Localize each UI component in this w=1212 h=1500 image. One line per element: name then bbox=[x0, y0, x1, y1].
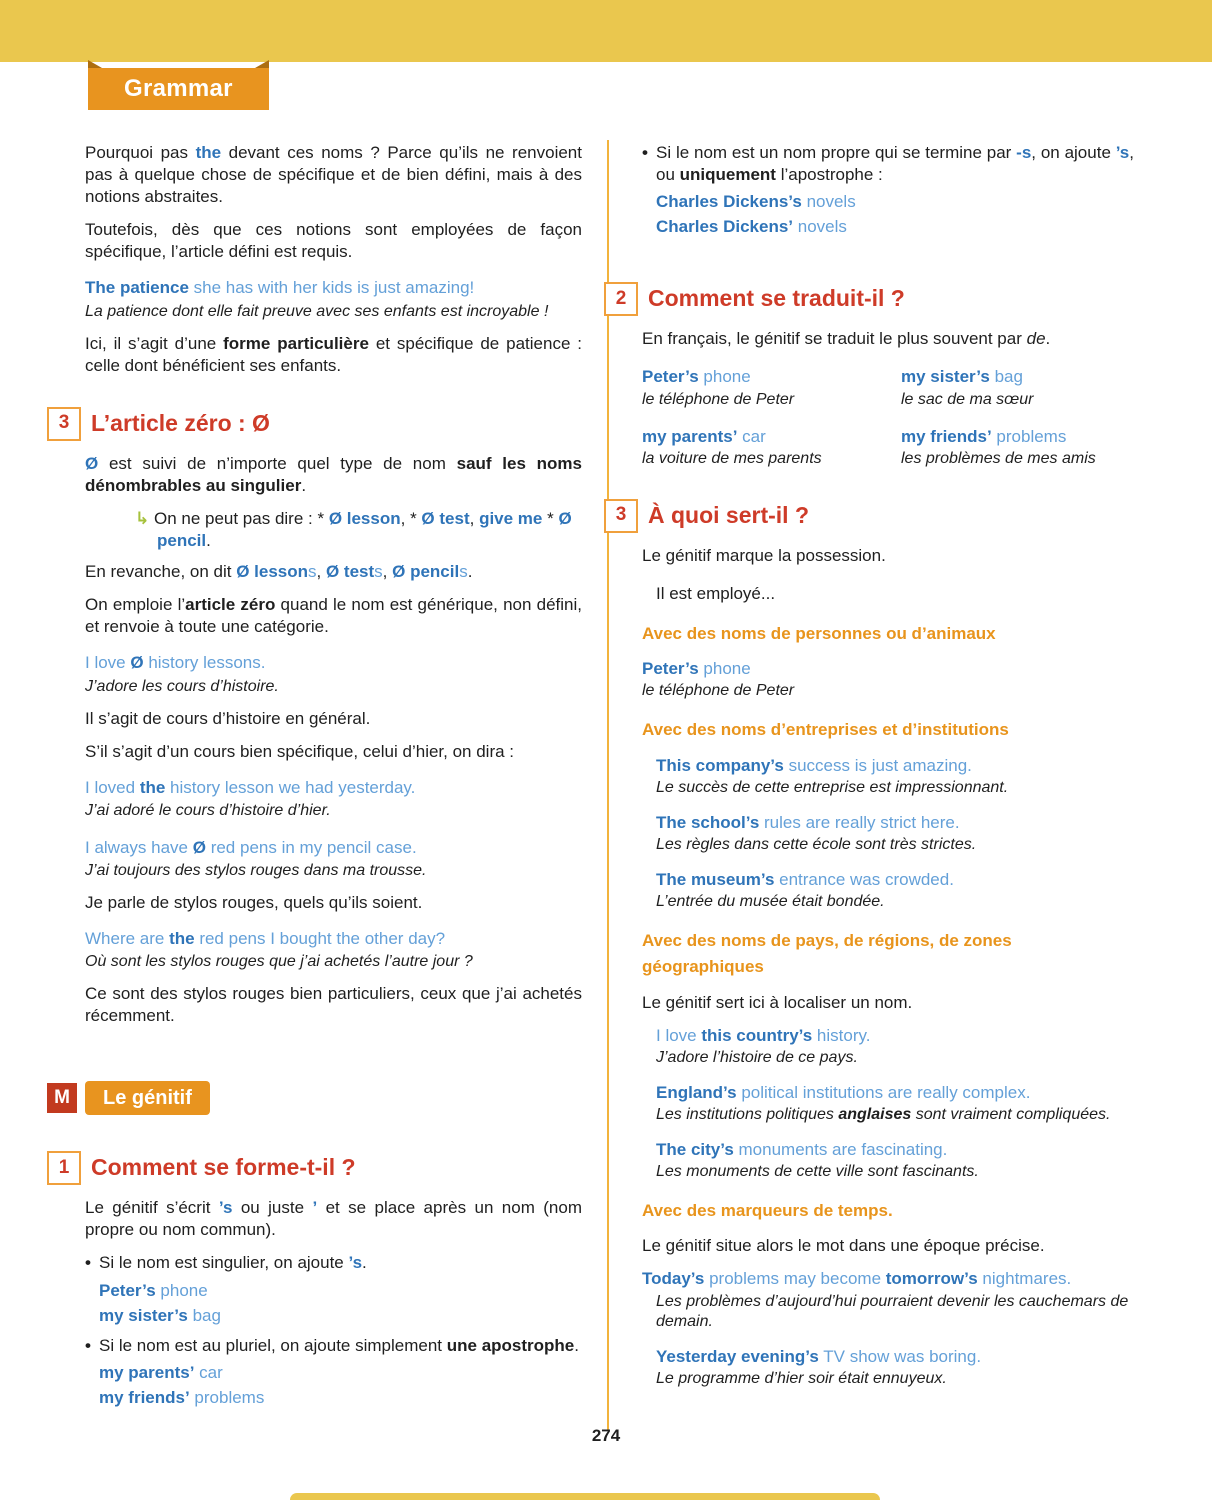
text-segment: Il s’agit de cours d’histoire en général. bbox=[85, 708, 371, 728]
text-segment: s bbox=[459, 562, 468, 582]
text-segment: my sister’s bbox=[901, 367, 990, 387]
grid-cell-my-sisters-bag bbox=[901, 366, 1134, 409]
example-my-friends-problems bbox=[85, 1387, 582, 1409]
text-segment: . bbox=[362, 1253, 367, 1273]
example-french: Le programme d’hier soir était ennuyeux. bbox=[656, 1369, 947, 1387]
text-segment: my parents’ bbox=[99, 1362, 195, 1382]
text-segment: history. bbox=[812, 1025, 871, 1045]
grid-example-english bbox=[901, 426, 1134, 448]
example-dickens-s-novels bbox=[642, 191, 1134, 213]
section-title: À quoi sert-il ? bbox=[648, 501, 809, 528]
example-block-city bbox=[642, 1139, 1134, 1182]
example-french: Le succès de cette entreprise est impressionnant. bbox=[656, 778, 1009, 796]
usage-heading-pays-regions: Avec des noms de pays, de régions, de zones géographiques bbox=[642, 930, 1012, 977]
para-forme-particuliere bbox=[85, 333, 582, 377]
text-segment: -s bbox=[1016, 143, 1032, 162]
text-segment: devant ces noms ? Parce qu’ils ne renvoient pas à quelque chose de spécifique et de bien défini, mais à des notions abstraites. bbox=[85, 143, 582, 207]
text-segment: history lesson we had yesterday. bbox=[165, 777, 416, 797]
text-segment: nightmares. bbox=[977, 1269, 1072, 1289]
para-stylos-rouges bbox=[85, 892, 582, 914]
text-segment: my parents’ bbox=[642, 426, 738, 446]
text-segment: Peter’s bbox=[99, 1280, 156, 1300]
text-segment: Charles Dickens’s bbox=[656, 192, 802, 212]
column-divider bbox=[607, 140, 609, 1430]
example-english bbox=[642, 1268, 1134, 1290]
text-segment: car bbox=[194, 1362, 223, 1382]
text-segment: Le génitif s’écrit bbox=[85, 1198, 219, 1218]
next-page-edge bbox=[290, 1493, 880, 1500]
bullet-icon: • bbox=[85, 1253, 91, 1273]
bullet-nom-pluriel bbox=[85, 1335, 582, 1357]
para-cours-specifique bbox=[85, 741, 582, 763]
text-segment: . bbox=[1045, 329, 1051, 349]
text-segment: . bbox=[467, 562, 473, 582]
example-red-pens bbox=[85, 837, 582, 859]
example-my-parents-car bbox=[85, 1362, 582, 1384]
text-segment: anglaises bbox=[838, 1105, 912, 1123]
section-comment-se-traduit bbox=[604, 282, 1134, 316]
example-the-patience bbox=[85, 277, 582, 299]
text-segment: bag bbox=[989, 367, 1023, 387]
text-segment: , ou bbox=[656, 143, 1134, 185]
text-segment: I love bbox=[656, 1025, 702, 1045]
para-epoque-precise bbox=[642, 1235, 1134, 1257]
example-my-sisters-bag bbox=[85, 1305, 582, 1327]
example-french: Les règles dans cette école sont très strictes. bbox=[656, 835, 977, 853]
text-segment: Si le nom est au pluriel, on ajoute simplement bbox=[99, 1335, 447, 1355]
text-segment: she has with her kids is just amazing! bbox=[188, 278, 475, 298]
para-traduit-par-de bbox=[642, 328, 1134, 350]
text-segment: novels bbox=[801, 192, 856, 212]
left-column bbox=[54, 142, 583, 1412]
text-segment: tomorrow’s bbox=[885, 1269, 978, 1289]
text-segment: S’il s’agit d’un cours bien spécifique, celui d’hier, on dira : bbox=[85, 741, 515, 761]
text-segment: Charles Dickens’ bbox=[656, 217, 794, 237]
para-stylos-particuliers bbox=[85, 983, 582, 1027]
example-english bbox=[656, 1139, 1134, 1161]
bullet-icon: • bbox=[85, 1335, 91, 1355]
example-french bbox=[656, 1105, 1134, 1125]
text-segment: The museum’s bbox=[656, 869, 775, 889]
text-segment: the bbox=[139, 777, 166, 797]
text-segment: , bbox=[316, 562, 326, 582]
text-segment: problems bbox=[991, 426, 1067, 446]
usage-heading-personnes-animaux: Avec des noms de personnes ou d’animaux bbox=[642, 623, 996, 643]
text-segment: . bbox=[301, 475, 307, 495]
example-english bbox=[642, 658, 1134, 680]
text-segment: Je parle de stylos rouges, quels qu’ils soient. bbox=[85, 892, 423, 912]
grid-example-french: les problèmes de mes amis bbox=[901, 449, 1096, 467]
bullet-text bbox=[656, 142, 1134, 186]
bullet-nom-singulier bbox=[85, 1252, 582, 1274]
text-segment: this country’s bbox=[701, 1025, 813, 1045]
text-segment: ou juste bbox=[232, 1198, 313, 1218]
text-segment: success is just amazing. bbox=[783, 755, 972, 775]
text-segment: de bbox=[1026, 329, 1046, 349]
module-title-badge: Le génitif bbox=[85, 1081, 210, 1115]
text-segment: Le génitif sert ici à localiser un nom. bbox=[642, 992, 913, 1012]
text-segment: , bbox=[469, 508, 480, 528]
section-title: Comment se traduit-il ? bbox=[648, 285, 905, 312]
text-segment: Le génitif situe alors le mot dans une époque précise. bbox=[642, 1236, 1045, 1256]
example-block-yesterday bbox=[642, 1346, 1134, 1389]
grid-example-french: le sac de ma sœur bbox=[901, 390, 1034, 408]
example-english bbox=[656, 1346, 1134, 1368]
text-segment: . bbox=[206, 531, 211, 551]
grammar-ribbon-label: Grammar bbox=[124, 75, 233, 102]
note-on-ne-peut-pas-dire bbox=[85, 508, 582, 552]
para-possession bbox=[642, 545, 1134, 567]
text-segment: The patience bbox=[85, 278, 189, 298]
bullet-text bbox=[99, 1252, 582, 1274]
text-segment: ’s bbox=[1115, 143, 1130, 162]
text-segment: phone bbox=[698, 367, 751, 387]
text-segment: problems bbox=[189, 1387, 265, 1407]
text-segment: novels bbox=[793, 217, 847, 237]
text-segment: I always have bbox=[85, 837, 193, 857]
text-segment: Yesterday evening’s bbox=[656, 1346, 819, 1366]
text-segment: s bbox=[308, 562, 317, 582]
text-segment: Les institutions politiques bbox=[656, 1105, 839, 1123]
section-number: 3 bbox=[604, 499, 638, 533]
translation-red-pens: J’ai toujours des stylos rouges dans ma trousse. bbox=[85, 861, 427, 879]
example-english bbox=[656, 869, 1134, 891]
text-segment: En revanche, on dit bbox=[85, 562, 237, 582]
usage-heading-marqueurs-temps: Avec des marqueurs de temps. bbox=[642, 1200, 893, 1220]
example-french: le téléphone de Peter bbox=[642, 682, 795, 700]
bullet-text bbox=[99, 1335, 582, 1357]
text-segment: Le génitif marque la possession. bbox=[642, 545, 886, 565]
text-segment: Ici, il s’agit d’une bbox=[85, 333, 224, 353]
grid-example-english bbox=[642, 426, 875, 448]
text-segment: my friends’ bbox=[99, 1387, 190, 1407]
genitif-module-badge bbox=[47, 1081, 582, 1115]
text-segment: uniquement bbox=[679, 165, 776, 185]
example-french: Les problèmes d’aujourd’hui pourraient devenir les cauchemars de demain. bbox=[656, 1292, 1129, 1330]
example-block-peters-phone bbox=[642, 658, 1134, 701]
text-segment: sauf les noms dénombrables au singulier bbox=[85, 453, 583, 495]
bullet-icon: • bbox=[642, 143, 648, 162]
text-segment: et spécifique de patience : celle dont bénéficient ses enfants. bbox=[85, 333, 583, 375]
text-segment: I loved bbox=[85, 777, 140, 797]
text-segment: est suivi de n’importe quel type de nom bbox=[98, 453, 457, 473]
para-zero-suivi bbox=[85, 453, 582, 497]
text-segment: England’s bbox=[656, 1082, 737, 1102]
text-segment: * bbox=[542, 508, 559, 528]
text-segment: The city’s bbox=[656, 1139, 734, 1159]
text-segment: Ø bbox=[192, 837, 206, 857]
usage-heading-entreprises-institutions: Avec des noms d’entreprises et d’institutions bbox=[642, 720, 1009, 740]
text-segment: the bbox=[195, 143, 222, 162]
example-english bbox=[656, 812, 1134, 834]
text-segment: forme particulière bbox=[223, 333, 369, 353]
text-segment: bag bbox=[187, 1305, 221, 1325]
text-segment: On emploie l’ bbox=[85, 595, 186, 615]
para-pourquoi-pas-the bbox=[85, 142, 582, 208]
example-french: Les monuments de cette ville sont fascinants. bbox=[656, 1162, 979, 1180]
translation-where-are-the-red-pens: Où sont les stylos rouges que j’ai achetés l’autre jour ? bbox=[85, 953, 473, 971]
example-block-museum bbox=[642, 869, 1134, 912]
text-segment: l’apostrophe : bbox=[775, 165, 883, 185]
example-peters-phone bbox=[85, 1280, 582, 1302]
page-number: 274 bbox=[591, 1426, 621, 1445]
text-segment: . bbox=[574, 1335, 579, 1355]
text-segment: the bbox=[169, 928, 195, 948]
top-banner bbox=[0, 0, 1212, 62]
example-french: L’entrée du musée était bondée. bbox=[656, 892, 885, 910]
text-segment: rules are really strict here. bbox=[759, 812, 960, 832]
text-segment: my sister’s bbox=[99, 1305, 188, 1325]
para-toutefois bbox=[85, 219, 582, 263]
text-segment: Where are bbox=[85, 928, 170, 948]
example-english bbox=[656, 755, 1134, 777]
example-where-are-the-red-pens bbox=[85, 928, 582, 950]
text-segment: Ce sont des stylos rouges bien particuliers, ceux que j’ai achetés récemment. bbox=[85, 984, 582, 1026]
text-segment: Ø bbox=[85, 453, 99, 473]
grid-cell-peters-phone bbox=[642, 366, 875, 409]
section-comment-se-forme bbox=[47, 1151, 582, 1185]
text-segment: problems may become bbox=[704, 1269, 886, 1289]
text-segment: history lessons. bbox=[143, 653, 266, 673]
example-history-lesson-yesterday bbox=[85, 777, 582, 799]
text-segment: entrance was crowded. bbox=[774, 869, 954, 889]
text-segment: red pens I bought the other day? bbox=[194, 928, 446, 948]
example-block-england bbox=[642, 1082, 1134, 1125]
translation-history-lessons: J’adore les cours d’histoire. bbox=[85, 677, 279, 695]
para-en-revanche bbox=[85, 561, 582, 583]
section-a-quoi-sert-il bbox=[604, 499, 1134, 533]
text-segment: ↳ bbox=[135, 508, 154, 528]
text-segment: Today’s bbox=[642, 1269, 705, 1289]
para-localiser bbox=[642, 992, 1134, 1014]
text-segment: , on ajoute bbox=[1031, 143, 1116, 162]
text-segment: Ø bbox=[130, 653, 144, 673]
example-english bbox=[656, 1082, 1134, 1104]
text-segment: En français, le génitif se traduit le plus souvent par bbox=[642, 329, 1027, 349]
grid-example-english bbox=[642, 366, 875, 388]
para-genitif-ecrit bbox=[85, 1197, 582, 1241]
grid-example-french: le téléphone de Peter bbox=[642, 390, 795, 408]
text-segment: On ne peut pas dire : * bbox=[153, 508, 329, 528]
text-segment: Peter’s bbox=[642, 367, 699, 387]
text-segment: Si le nom est singulier, on ajoute bbox=[99, 1253, 349, 1273]
text-segment: , * bbox=[400, 508, 422, 528]
translation-history-lesson-yesterday: J’ai adoré le cours d’histoire d’hier. bbox=[85, 801, 331, 819]
text-segment: sont vraiment compliquées. bbox=[911, 1105, 1111, 1123]
text-segment: The school’s bbox=[656, 812, 760, 832]
section-number: 2 bbox=[604, 282, 638, 316]
text-segment: Si le nom est un nom propre qui se termine par bbox=[656, 143, 1017, 162]
section-article-zero bbox=[47, 407, 582, 441]
text-segment: red pens in my pencil case. bbox=[205, 837, 417, 857]
example-french: J’adore l’histoire de ce pays. bbox=[656, 1048, 858, 1066]
text-segment: monuments are fascinating. bbox=[733, 1139, 948, 1159]
translation-the-patience: La patience dont elle fait preuve avec ses enfants est incroyable ! bbox=[85, 302, 549, 320]
text-segment: my friends’ bbox=[901, 426, 992, 446]
example-english bbox=[656, 1025, 1134, 1047]
grid-example-french: la voiture de mes parents bbox=[642, 449, 822, 467]
text-segment: political institutions are really complex. bbox=[736, 1082, 1031, 1102]
grid-cell-my-friends-problems bbox=[901, 426, 1134, 469]
bullet-nom-propre-s bbox=[642, 142, 1134, 186]
text-segment: une apostrophe bbox=[446, 1335, 575, 1355]
example-dickens-novels bbox=[642, 216, 1134, 238]
text-segment: Ø pencil bbox=[157, 508, 572, 551]
para-cours-general bbox=[85, 708, 582, 730]
text-segment: et se place après un nom (nom propre ou nom commun). bbox=[85, 1198, 582, 1240]
section-title: Comment se forme-t-il ? bbox=[91, 1154, 356, 1181]
text-segment: give me bbox=[479, 508, 543, 528]
genitive-translation-grid bbox=[642, 366, 1134, 468]
text-segment: phone bbox=[155, 1280, 208, 1300]
text-segment: This company’s bbox=[656, 755, 784, 775]
text-segment: ’s bbox=[348, 1253, 363, 1273]
text-segment: TV show was boring. bbox=[818, 1346, 982, 1366]
section-number: 3 bbox=[47, 407, 81, 441]
section-number: 1 bbox=[47, 1151, 81, 1185]
example-history-lessons bbox=[85, 652, 582, 674]
text-segment: Toutefois, dès que ces notions sont employées de façon spécifique, l’article défini est requis. bbox=[85, 220, 582, 262]
text-segment: ’ bbox=[312, 1198, 318, 1218]
example-block-country bbox=[642, 1025, 1134, 1068]
text-segment: phone bbox=[698, 659, 751, 679]
grid-example-english bbox=[901, 366, 1134, 388]
grammar-ribbon bbox=[88, 68, 269, 110]
text-segment: I love bbox=[85, 653, 131, 673]
text-segment: s bbox=[374, 562, 383, 582]
example-block-today bbox=[642, 1268, 1134, 1331]
text-segment: ’s bbox=[218, 1198, 233, 1218]
text-segment: Pourquoi pas bbox=[85, 143, 196, 162]
example-block-school bbox=[642, 812, 1134, 855]
module-letter-box: M bbox=[47, 1083, 77, 1113]
text-segment: Peter’s bbox=[642, 659, 699, 679]
text-segment: Ø lesson bbox=[328, 508, 401, 528]
grid-cell-my-parents-car bbox=[642, 426, 875, 469]
text-segment: Ø test bbox=[421, 508, 470, 528]
text-segment: , bbox=[382, 562, 393, 582]
text-segment: Ø lesson bbox=[236, 562, 309, 582]
text-segment: article zéro bbox=[185, 595, 276, 615]
text-segment: Ø pencil bbox=[392, 562, 460, 582]
section-title: L’article zéro : Ø bbox=[91, 409, 270, 436]
example-block-company bbox=[642, 755, 1134, 798]
text-segment: quand le nom est générique, non défini, et renvoie à toute une catégorie. bbox=[85, 595, 582, 637]
para-il-est-employe bbox=[642, 583, 1134, 605]
text-segment: car bbox=[737, 426, 766, 446]
text-segment: Ø test bbox=[325, 562, 375, 582]
text-segment: Il est employé... bbox=[656, 583, 776, 603]
para-article-zero-generique bbox=[85, 594, 582, 638]
right-column bbox=[615, 142, 1134, 1403]
